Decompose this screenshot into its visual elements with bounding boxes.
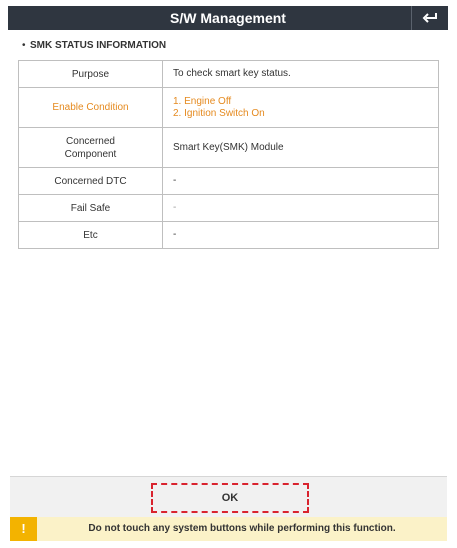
row-value: Smart Key(SMK) Module bbox=[163, 128, 439, 168]
bottom-action-bar bbox=[10, 476, 447, 517]
row-label: Fail Safe bbox=[19, 195, 163, 222]
warning-icon: ! bbox=[10, 517, 37, 541]
ok-button[interactable]: OK bbox=[151, 483, 309, 513]
title-bar bbox=[8, 6, 448, 30]
row-label: Etc bbox=[19, 222, 163, 249]
label-line: Component bbox=[64, 148, 117, 160]
row-value: To check smart key status. bbox=[163, 61, 439, 88]
table-row bbox=[19, 168, 439, 195]
table-row bbox=[19, 88, 439, 128]
return-arrow-icon bbox=[422, 12, 438, 24]
value-line: 2. Ignition Switch On bbox=[173, 107, 265, 119]
row-label: Concerned DTC bbox=[19, 168, 163, 195]
warning-banner bbox=[10, 517, 447, 541]
row-label: Enable Condition bbox=[19, 88, 163, 128]
table-row bbox=[19, 61, 439, 88]
value-line: 1. Engine Off bbox=[173, 95, 232, 107]
row-value: - bbox=[163, 222, 439, 249]
table-row bbox=[19, 222, 439, 249]
table-row bbox=[19, 128, 439, 168]
row-label bbox=[19, 128, 163, 168]
page-title: S/W Management bbox=[170, 10, 286, 26]
section-title: SMK STATUS INFORMATION bbox=[30, 40, 167, 51]
row-value: - bbox=[163, 168, 439, 195]
back-button[interactable] bbox=[411, 6, 448, 30]
row-value: - bbox=[163, 195, 439, 222]
row-value bbox=[163, 88, 439, 128]
info-table bbox=[18, 60, 439, 249]
row-label: Purpose bbox=[19, 61, 163, 88]
section-bullet: • bbox=[22, 40, 26, 51]
label-line: Concerned bbox=[66, 135, 115, 147]
table-row bbox=[19, 195, 439, 222]
warning-text: Do not touch any system buttons while performing this function. bbox=[88, 523, 396, 534]
